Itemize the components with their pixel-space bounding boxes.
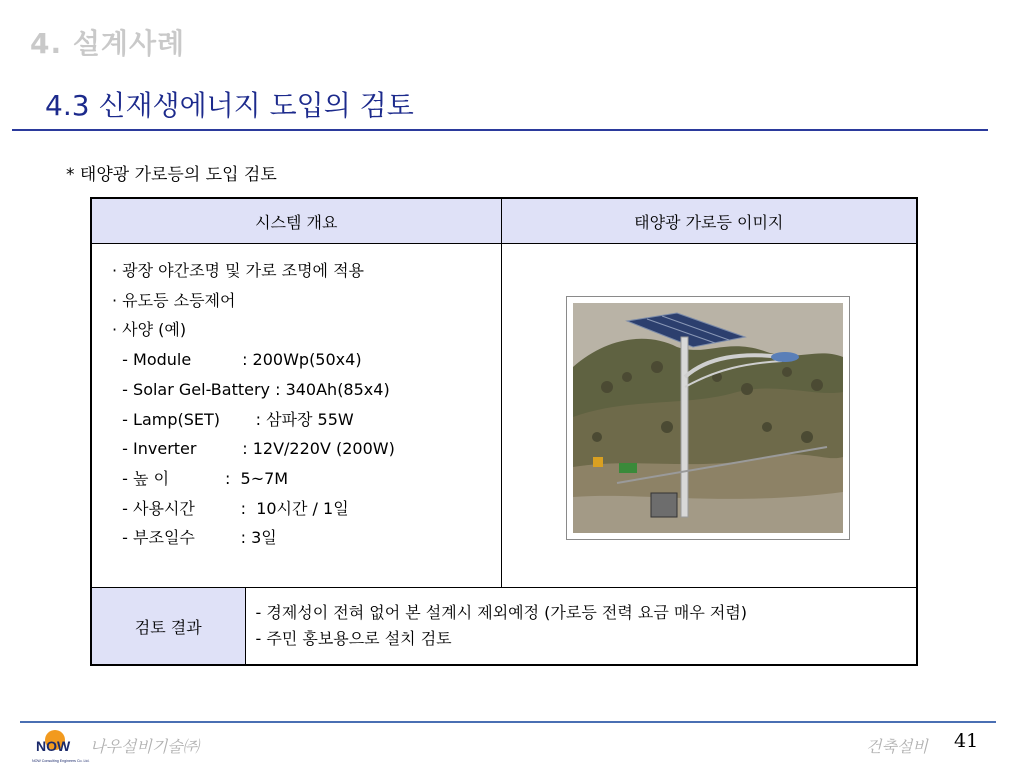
company-name: 나우설비기술㈜	[90, 737, 199, 756]
image-header: 태양광 가로등 이미지	[501, 198, 917, 244]
image-cell	[501, 244, 917, 588]
subtitle: * 태양광 가로등의 도입 검토	[66, 165, 277, 185]
logo-subtext: NOW Consulting Engineers Co. Ltd.	[32, 759, 90, 763]
solar-streetlight-photo	[566, 296, 850, 540]
overview-line: - 높 이 : 5~7M	[112, 468, 289, 488]
overview-line: - Lamp(SET) : 삼파장 55W	[112, 409, 354, 429]
overview-line: - Module : 200Wp(50x4)	[112, 350, 362, 370]
review-label: 검토 결과	[91, 588, 245, 666]
overview-header: 시스템 개요	[91, 198, 501, 244]
overview-cell	[91, 244, 501, 588]
company-logo	[32, 728, 90, 766]
review-text-cell	[245, 588, 917, 666]
overview-line: - Solar Gel-Battery : 340Ah(85x4)	[112, 379, 390, 399]
page-number: 41	[954, 730, 979, 752]
spec-table	[90, 197, 918, 666]
review-line: - 주민 홍보용으로 설치 검토	[255, 629, 452, 648]
overview-line: - 부조일수 : 3일	[112, 528, 277, 548]
overview-line: · 사양 (예)	[112, 320, 187, 340]
overview-line: - Inverter : 12V/220V (200W)	[112, 439, 395, 459]
review-line: - 경제성이 전혀 없어 본 설계시 제외예정 (가로등 전력 요금 매우 저렴)	[255, 603, 748, 622]
page-title: 4.3 신재생에너지 도입의 검토	[45, 89, 414, 122]
title-divider	[12, 129, 988, 131]
department-label: 건축설비	[866, 737, 928, 756]
section-title: 4. 설계사례	[30, 27, 186, 60]
overview-line: · 광장 야간조명 및 가로 조명에 적용	[112, 261, 364, 280]
logo-text: NOW	[36, 738, 71, 754]
footer-divider	[20, 721, 996, 723]
overview-line: · 유도등 소등제어	[112, 290, 236, 310]
overview-line: - 사용시간 : 10시간 / 1일	[112, 498, 349, 518]
